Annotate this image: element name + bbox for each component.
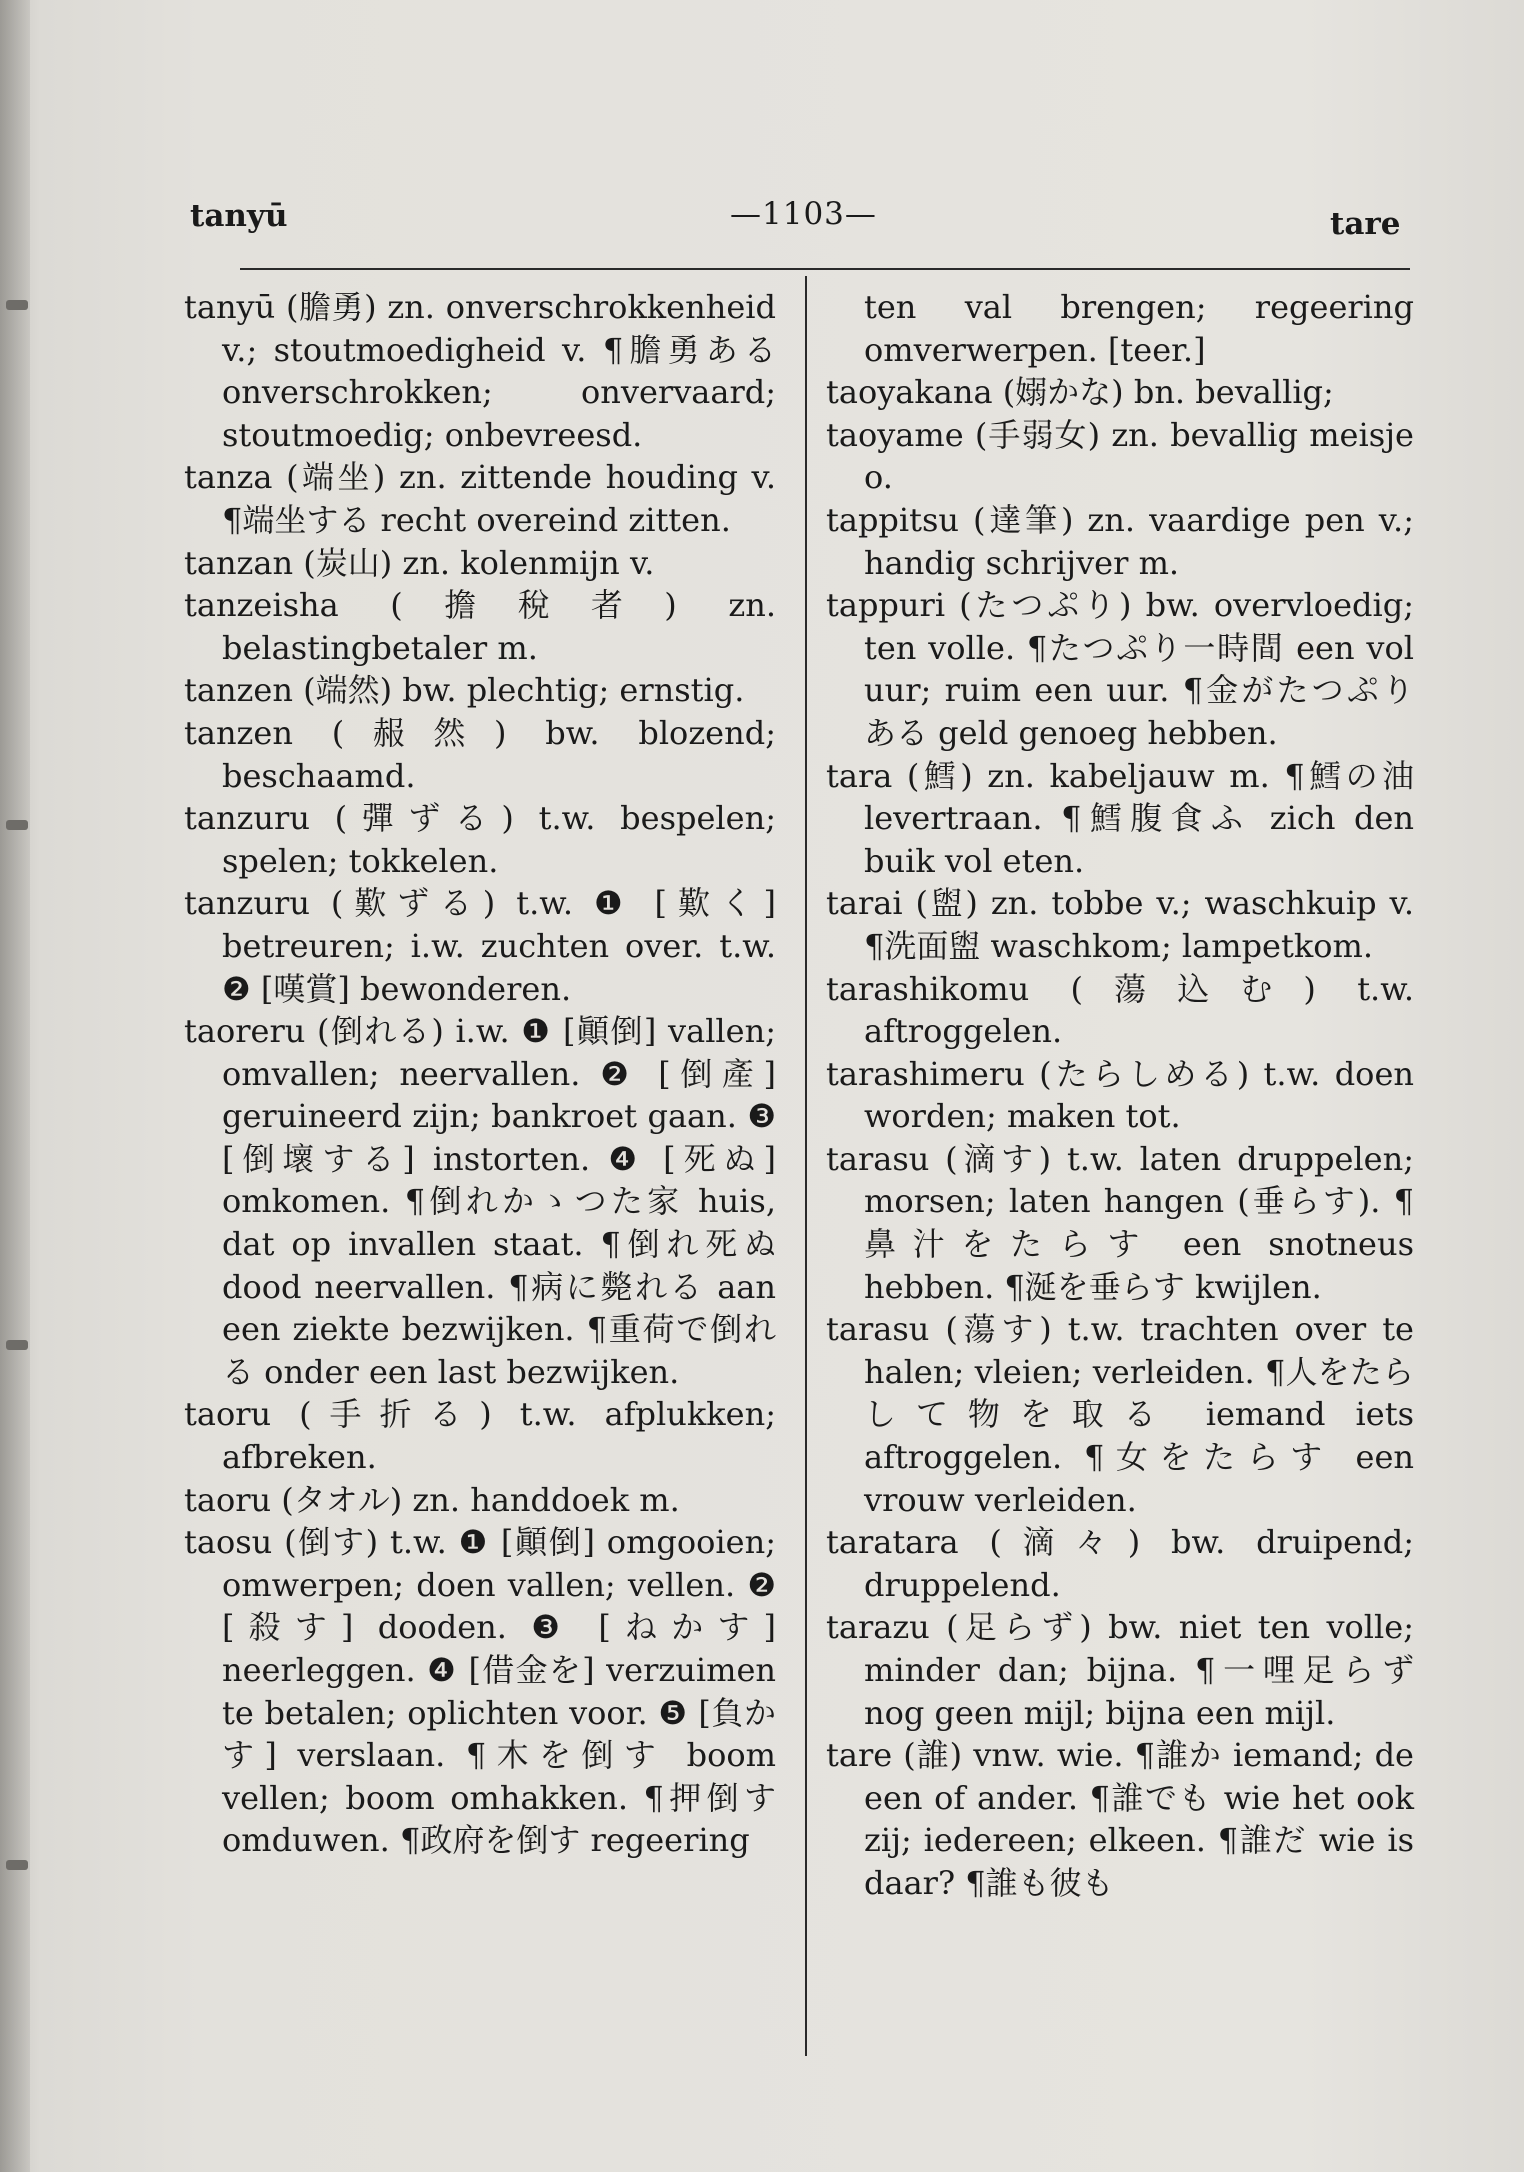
right-column bbox=[826, 286, 1414, 1905]
dictionary-entry: tarai (盥) zn. tobbe v.; waschkuip v. ¶洗面盥 waschkom; lampetkom. bbox=[826, 884, 1414, 965]
dictionary-entry: tanzeisha (擔稅者) zn. belastingbetaler m. bbox=[184, 586, 776, 667]
binding-stitch bbox=[6, 300, 28, 310]
dictionary-entry: taoru (手折る) t.w. afplukken; afbreken. bbox=[184, 1395, 776, 1477]
dictionary-entry: tare (誰) vnw. wie. ¶誰か iemand; de een of ander. ¶誰でも wie het ook zij; iedereen; elkeen. ¶誰だ wie is daar? ¶誰も彼も bbox=[826, 1736, 1414, 1902]
dictionary-entry: tarasu (滴す) t.w. laten druppelen; morsen; laten hangen (垂らす). ¶鼻汁をたらす een snotneus hebben. ¶涎を垂らす kwijlen. bbox=[826, 1139, 1414, 1306]
dictionary-entry: tarazu (足らず) bw. niet ten volle; minder dan; bijna. ¶一哩足らず nog geen mijl; bijna een mijl. bbox=[826, 1608, 1414, 1732]
page-number: —1103— bbox=[730, 196, 877, 232]
dictionary-entry: taoyakana (嫋かな) bn. bevallig; bbox=[826, 373, 1334, 412]
dictionary-entry: tanzuru (彈ずる) t.w. bespelen; spelen; tokkelen. bbox=[184, 799, 776, 880]
dictionary-entry: taoru (タオル) zn. handdoek m. bbox=[184, 1480, 680, 1519]
dictionary-entry: taratara (滴々) bw. druipend; druppelend. bbox=[826, 1523, 1414, 1604]
dictionary-entry: tarashikomu (蕩込む) t.w. aftroggelen. bbox=[826, 969, 1414, 1051]
dictionary-entry: taoyame (手弱女) zn. bevallig meisje o. bbox=[826, 415, 1414, 497]
dictionary-entry: tanzan (炭山) zn. kolenmijn v. bbox=[184, 543, 655, 582]
column-divider bbox=[805, 276, 807, 2056]
binding-stitch bbox=[6, 820, 28, 830]
header-last-word: tare bbox=[1330, 206, 1401, 242]
dictionary-entry: taoreru (倒れる) i.w. ❶ [顚倒] vallen; omvallen; neervallen. ❷ [倒產] geruineerd zijn; bankroet gaan. ❸ [倒壞する] instorten. ❹ [死ぬ] omkomen. ¶倒れかゝつた家 huis, dat op invallen staat. ¶倒れ死ぬ dood neervallen. ¶病に斃れる aan een ziekte bezwijken. ¶重荷で倒れる onder een last bezwijken. bbox=[184, 1012, 776, 1391]
entry-continuation: ten val brengen; regeering omverwerpen. [teer.] bbox=[864, 288, 1414, 369]
dictionary-entry: tanzen (端然) bw. plechtig; ernstig. bbox=[184, 671, 745, 710]
dictionary-entry: tanzen (赧然) bw. blozend; beschaamd. bbox=[184, 713, 776, 795]
dictionary-entry: tappitsu (達筆) zn. vaardige pen v.; handig schrijver m. bbox=[826, 500, 1414, 582]
dictionary-entry: tara (鱈) zn. kabeljauw m. ¶鱈の油 levertraan. ¶鱈腹食ふ zich den buik vol eten. bbox=[826, 756, 1414, 880]
dictionary-entry: tanyū (膽勇) zn. onverschrokkenheid v.; stoutmoedigheid v. ¶膽勇ある onverschrokken; onvervaard; stoutmoedig; onbevreesd. bbox=[184, 288, 776, 454]
header-first-word: tanyū bbox=[190, 198, 288, 234]
dictionary-entry: tarasu (蕩す) t.w. trachten over te halen; vleien; verleiden. ¶人をたらして物を取る iemand iets aftroggelen. ¶女をたらす een vrouw verleiden. bbox=[826, 1310, 1414, 1519]
header-rule bbox=[240, 268, 1410, 270]
dictionary-entry: tarashimeru (たらしめる) t.w. doen worden; maken tot. bbox=[826, 1054, 1414, 1136]
binding-stitch bbox=[6, 1860, 28, 1870]
book-binding bbox=[0, 0, 30, 2172]
left-column bbox=[184, 286, 776, 1862]
dictionary-entry: taosu (倒す) t.w. ❶ [顚倒] omgooien; omwerpen; doen vallen; vellen. ❷ [殺す] dooden. ❸ [ねかす] neerleggen. ❹ [借金を] verzuimen te betalen; oplichten voor. ❺ [負かす] verslaan. ¶木を倒す boom vellen; boom omhakken. ¶押倒す omduwen. ¶政府を倒す regeering bbox=[184, 1523, 776, 1860]
binding-stitch bbox=[6, 1340, 28, 1350]
dictionary-entry: tanza (端坐) zn. zittende houding v. ¶端坐する recht overeind zitten. bbox=[184, 458, 776, 539]
dictionary-entry: tanzuru (歎ずる) t.w. ❶ [歎く] betreuren; i.w. zuchten over. t.w. ❷ [嘆賞] bewonderen. bbox=[184, 884, 776, 1008]
dictionary-entry: tappuri (たつぷり) bw. overvloedig; ten volle. ¶たつぷり一時間 een vol uur; ruim een uur. ¶金がたつぷりある geld genoeg hebben. bbox=[826, 586, 1414, 752]
running-head bbox=[0, 196, 1524, 246]
